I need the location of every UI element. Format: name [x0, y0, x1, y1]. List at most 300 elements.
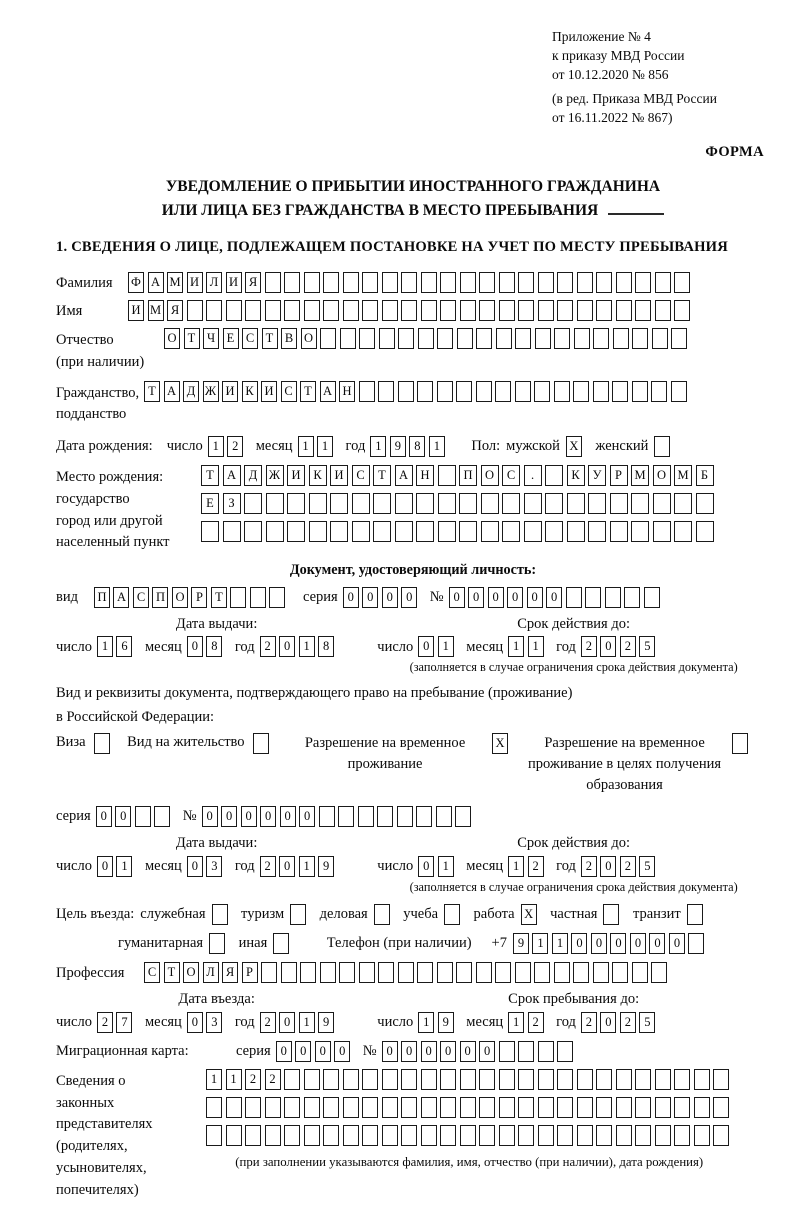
cell[interactable]: [437, 381, 453, 402]
cell[interactable]: [616, 272, 632, 293]
cell[interactable]: [382, 1125, 398, 1146]
cell[interactable]: [631, 521, 649, 542]
cell[interactable]: [654, 436, 670, 457]
cell[interactable]: [566, 587, 582, 608]
cell[interactable]: [694, 1125, 710, 1146]
cell[interactable]: [499, 272, 515, 293]
cell[interactable]: 3: [206, 856, 222, 877]
cell[interactable]: [613, 328, 629, 349]
cell[interactable]: [187, 300, 203, 321]
cell[interactable]: [230, 587, 246, 608]
cell[interactable]: 9: [390, 436, 406, 457]
cell[interactable]: [616, 1097, 632, 1118]
cell[interactable]: Т: [373, 465, 391, 486]
cell[interactable]: 9: [318, 1012, 334, 1033]
cell[interactable]: 1: [418, 1012, 434, 1033]
cell[interactable]: 5: [639, 636, 655, 657]
cell[interactable]: [290, 904, 306, 925]
cell[interactable]: [284, 300, 300, 321]
cell[interactable]: С: [281, 381, 297, 402]
cell[interactable]: 7: [116, 1012, 132, 1033]
cell[interactable]: [416, 806, 432, 827]
cell[interactable]: 5: [639, 856, 655, 877]
cell[interactable]: [374, 904, 390, 925]
cell[interactable]: [437, 328, 453, 349]
cell[interactable]: Д: [183, 381, 199, 402]
cell[interactable]: 2: [260, 636, 276, 657]
cell[interactable]: А: [395, 465, 413, 486]
cell[interactable]: [573, 962, 589, 983]
cell[interactable]: [379, 328, 395, 349]
cell[interactable]: 0: [546, 587, 562, 608]
cell[interactable]: [671, 381, 687, 402]
cell[interactable]: [612, 962, 628, 983]
cell[interactable]: 1: [226, 1069, 242, 1090]
cell[interactable]: [655, 1097, 671, 1118]
cell[interactable]: [557, 1069, 573, 1090]
cell[interactable]: [444, 904, 460, 925]
cell[interactable]: 2: [528, 856, 544, 877]
cell[interactable]: [635, 1097, 651, 1118]
cell[interactable]: Е: [223, 328, 239, 349]
cell[interactable]: [632, 962, 648, 983]
cell[interactable]: [373, 493, 391, 514]
cell[interactable]: 0: [571, 933, 587, 954]
cell[interactable]: А: [113, 587, 129, 608]
cell[interactable]: Т: [211, 587, 227, 608]
cell[interactable]: [459, 521, 477, 542]
cell[interactable]: [401, 300, 417, 321]
cell[interactable]: Ф: [128, 272, 144, 293]
cell[interactable]: [567, 493, 585, 514]
cell[interactable]: [674, 521, 692, 542]
cell[interactable]: П: [459, 465, 477, 486]
cell[interactable]: С: [352, 465, 370, 486]
cell[interactable]: Ч: [203, 328, 219, 349]
cell[interactable]: [502, 493, 520, 514]
cell[interactable]: 2: [528, 1012, 544, 1033]
cell[interactable]: [265, 1125, 281, 1146]
cell[interactable]: [343, 272, 359, 293]
cell[interactable]: [244, 521, 262, 542]
cell[interactable]: 1: [299, 1012, 315, 1033]
cell[interactable]: [440, 1097, 456, 1118]
cell[interactable]: Т: [164, 962, 180, 983]
cell[interactable]: [343, 1069, 359, 1090]
cell[interactable]: [554, 328, 570, 349]
cell[interactable]: Я: [167, 300, 183, 321]
cell[interactable]: [273, 933, 289, 954]
cell[interactable]: 1: [429, 436, 445, 457]
cell[interactable]: Н: [416, 465, 434, 486]
cell[interactable]: 0: [276, 1041, 292, 1062]
cell[interactable]: 0: [479, 1041, 495, 1062]
cell[interactable]: [518, 1125, 534, 1146]
cell[interactable]: [323, 1069, 339, 1090]
cell[interactable]: [481, 493, 499, 514]
cell[interactable]: 1: [298, 436, 314, 457]
cell[interactable]: А: [320, 381, 336, 402]
cell[interactable]: [330, 521, 348, 542]
cell[interactable]: [284, 272, 300, 293]
cell[interactable]: [515, 962, 531, 983]
cell[interactable]: [378, 962, 394, 983]
cell[interactable]: [421, 272, 437, 293]
cell[interactable]: 0: [279, 1012, 295, 1033]
cell[interactable]: [593, 328, 609, 349]
cell[interactable]: [287, 493, 305, 514]
cell[interactable]: .: [524, 465, 542, 486]
cell[interactable]: [557, 300, 573, 321]
cell[interactable]: 1: [528, 636, 544, 657]
cell[interactable]: 0: [418, 856, 434, 877]
cell[interactable]: 0: [279, 856, 295, 877]
cell[interactable]: [585, 587, 601, 608]
cell[interactable]: О: [172, 587, 188, 608]
cell[interactable]: [304, 1125, 320, 1146]
cell[interactable]: [603, 904, 619, 925]
cell[interactable]: 0: [401, 587, 417, 608]
cell[interactable]: [574, 328, 590, 349]
cell[interactable]: [421, 1069, 437, 1090]
cell[interactable]: 1: [299, 636, 315, 657]
cell[interactable]: С: [144, 962, 160, 983]
cell[interactable]: О: [481, 465, 499, 486]
cell[interactable]: [284, 1069, 300, 1090]
cell[interactable]: Л: [203, 962, 219, 983]
cell[interactable]: [534, 962, 550, 983]
cell[interactable]: 1: [508, 1012, 524, 1033]
cell[interactable]: [616, 1069, 632, 1090]
cell[interactable]: [496, 328, 512, 349]
cell[interactable]: 2: [581, 856, 597, 877]
cell[interactable]: [694, 1069, 710, 1090]
cell[interactable]: [596, 1097, 612, 1118]
cell[interactable]: [395, 521, 413, 542]
cell[interactable]: С: [242, 328, 258, 349]
cell[interactable]: 9: [438, 1012, 454, 1033]
cell[interactable]: [416, 493, 434, 514]
cell[interactable]: 8: [318, 636, 334, 657]
cell[interactable]: [635, 1125, 651, 1146]
cell[interactable]: [651, 962, 667, 983]
cell[interactable]: [304, 300, 320, 321]
cell[interactable]: [309, 493, 327, 514]
cell[interactable]: [534, 381, 550, 402]
cell[interactable]: [323, 272, 339, 293]
cell[interactable]: [605, 587, 621, 608]
cell[interactable]: 0: [362, 587, 378, 608]
cell[interactable]: [401, 272, 417, 293]
cell[interactable]: [373, 521, 391, 542]
cell[interactable]: [323, 1097, 339, 1118]
cell[interactable]: [339, 962, 355, 983]
cell[interactable]: Т: [300, 381, 316, 402]
cell[interactable]: К: [242, 381, 258, 402]
cell[interactable]: [338, 806, 354, 827]
cell[interactable]: [674, 300, 690, 321]
cell[interactable]: [343, 1125, 359, 1146]
cell[interactable]: [674, 493, 692, 514]
cell[interactable]: [674, 1097, 690, 1118]
cell[interactable]: [362, 1097, 378, 1118]
cell[interactable]: [304, 272, 320, 293]
cell[interactable]: [538, 272, 554, 293]
cell[interactable]: [476, 962, 492, 983]
cell[interactable]: [269, 587, 285, 608]
cell[interactable]: [417, 962, 433, 983]
cell[interactable]: [154, 806, 170, 827]
cell[interactable]: 0: [280, 806, 296, 827]
cell[interactable]: 0: [115, 806, 131, 827]
cell[interactable]: [398, 328, 414, 349]
cell[interactable]: [266, 521, 284, 542]
cell[interactable]: 1: [438, 856, 454, 877]
cell[interactable]: 2: [260, 856, 276, 877]
cell[interactable]: [674, 1125, 690, 1146]
cell[interactable]: [518, 1041, 534, 1062]
cell[interactable]: Л: [206, 272, 222, 293]
cell[interactable]: М: [674, 465, 692, 486]
cell[interactable]: [696, 493, 714, 514]
cell[interactable]: [632, 328, 648, 349]
cell[interactable]: М: [631, 465, 649, 486]
cell[interactable]: X: [492, 733, 508, 754]
cell[interactable]: X: [521, 904, 537, 925]
cell[interactable]: [362, 272, 378, 293]
cell[interactable]: [651, 381, 667, 402]
cell[interactable]: [596, 300, 612, 321]
cell[interactable]: [674, 272, 690, 293]
cell[interactable]: 0: [418, 636, 434, 657]
cell[interactable]: 0: [221, 806, 237, 827]
cell[interactable]: [265, 1097, 281, 1118]
cell[interactable]: 1: [206, 1069, 222, 1090]
cell[interactable]: 2: [620, 1012, 636, 1033]
cell[interactable]: [206, 1125, 222, 1146]
cell[interactable]: Т: [201, 465, 219, 486]
cell[interactable]: [382, 300, 398, 321]
cell[interactable]: [460, 300, 476, 321]
cell[interactable]: [557, 272, 573, 293]
cell[interactable]: [440, 272, 456, 293]
cell[interactable]: 0: [315, 1041, 331, 1062]
cell[interactable]: [319, 806, 335, 827]
cell[interactable]: 0: [669, 933, 685, 954]
cell[interactable]: [653, 521, 671, 542]
cell[interactable]: [479, 1125, 495, 1146]
cell[interactable]: [459, 493, 477, 514]
cell[interactable]: 1: [552, 933, 568, 954]
cell[interactable]: [538, 1069, 554, 1090]
cell[interactable]: [588, 493, 606, 514]
cell[interactable]: [554, 962, 570, 983]
cell[interactable]: [304, 1069, 320, 1090]
cell[interactable]: [588, 521, 606, 542]
cell[interactable]: [359, 381, 375, 402]
cell[interactable]: [457, 328, 473, 349]
cell[interactable]: [502, 521, 520, 542]
cell[interactable]: [518, 300, 534, 321]
cell[interactable]: [320, 328, 336, 349]
cell[interactable]: [209, 933, 225, 954]
cell[interactable]: 1: [97, 636, 113, 657]
cell[interactable]: [460, 1069, 476, 1090]
cell[interactable]: 0: [591, 933, 607, 954]
cell[interactable]: Ж: [203, 381, 219, 402]
cell[interactable]: [538, 1097, 554, 1118]
cell[interactable]: [518, 272, 534, 293]
cell[interactable]: [653, 493, 671, 514]
cell[interactable]: [397, 806, 413, 827]
cell[interactable]: [323, 1125, 339, 1146]
cell[interactable]: 9: [318, 856, 334, 877]
cell[interactable]: [554, 381, 570, 402]
cell[interactable]: [281, 962, 297, 983]
cell[interactable]: И: [226, 272, 242, 293]
cell[interactable]: [343, 1097, 359, 1118]
cell[interactable]: [206, 300, 222, 321]
cell[interactable]: З: [223, 493, 241, 514]
cell[interactable]: [577, 1069, 593, 1090]
cell[interactable]: [499, 1069, 515, 1090]
cell[interactable]: [212, 904, 228, 925]
cell[interactable]: 2: [620, 856, 636, 877]
cell[interactable]: [577, 1125, 593, 1146]
cell[interactable]: 6: [116, 636, 132, 657]
cell[interactable]: [253, 733, 269, 754]
cell[interactable]: [655, 300, 671, 321]
cell[interactable]: 1: [438, 636, 454, 657]
cell[interactable]: [438, 521, 456, 542]
cell[interactable]: 0: [600, 636, 616, 657]
cell[interactable]: 1: [508, 636, 524, 657]
cell[interactable]: [320, 962, 336, 983]
cell[interactable]: О: [653, 465, 671, 486]
cell[interactable]: [655, 1125, 671, 1146]
cell[interactable]: М: [167, 272, 183, 293]
cell[interactable]: [436, 806, 452, 827]
cell[interactable]: [635, 1069, 651, 1090]
cell[interactable]: 0: [600, 1012, 616, 1033]
cell[interactable]: 0: [97, 856, 113, 877]
cell[interactable]: [437, 962, 453, 983]
cell[interactable]: [265, 300, 281, 321]
cell[interactable]: 1: [370, 436, 386, 457]
cell[interactable]: Н: [339, 381, 355, 402]
cell[interactable]: О: [301, 328, 317, 349]
cell[interactable]: [421, 300, 437, 321]
cell[interactable]: 0: [187, 636, 203, 657]
cell[interactable]: X: [566, 436, 582, 457]
cell[interactable]: [655, 1069, 671, 1090]
cell[interactable]: [515, 381, 531, 402]
cell[interactable]: 0: [488, 587, 504, 608]
cell[interactable]: [304, 1097, 320, 1118]
cell[interactable]: [538, 300, 554, 321]
cell[interactable]: [616, 1125, 632, 1146]
cell[interactable]: 0: [96, 806, 112, 827]
cell[interactable]: [401, 1069, 417, 1090]
cell[interactable]: [557, 1125, 573, 1146]
cell[interactable]: 0: [241, 806, 257, 827]
cell[interactable]: [352, 521, 370, 542]
cell[interactable]: 0: [440, 1041, 456, 1062]
cell[interactable]: [652, 328, 668, 349]
cell[interactable]: [479, 1069, 495, 1090]
cell[interactable]: [538, 1041, 554, 1062]
cell[interactable]: 2: [581, 1012, 597, 1033]
cell[interactable]: [300, 962, 316, 983]
cell[interactable]: [593, 962, 609, 983]
cell[interactable]: [515, 328, 531, 349]
cell[interactable]: А: [223, 465, 241, 486]
cell[interactable]: [284, 1097, 300, 1118]
cell[interactable]: [524, 521, 542, 542]
cell[interactable]: 2: [260, 1012, 276, 1033]
cell[interactable]: У: [588, 465, 606, 486]
cell[interactable]: [226, 1097, 242, 1118]
cell[interactable]: [401, 1125, 417, 1146]
cell[interactable]: 0: [343, 587, 359, 608]
cell[interactable]: С: [133, 587, 149, 608]
cell[interactable]: И: [330, 465, 348, 486]
cell[interactable]: [593, 381, 609, 402]
cell[interactable]: [245, 1097, 261, 1118]
cell[interactable]: [309, 521, 327, 542]
cell[interactable]: [416, 521, 434, 542]
cell[interactable]: П: [94, 587, 110, 608]
cell[interactable]: И: [287, 465, 305, 486]
cell[interactable]: [421, 1125, 437, 1146]
cell[interactable]: [460, 1097, 476, 1118]
cell[interactable]: [362, 1069, 378, 1090]
cell[interactable]: [479, 1097, 495, 1118]
cell[interactable]: [635, 272, 651, 293]
cell[interactable]: К: [567, 465, 585, 486]
cell[interactable]: [596, 1069, 612, 1090]
cell[interactable]: 0: [401, 1041, 417, 1062]
cell[interactable]: [245, 300, 261, 321]
cell[interactable]: [358, 806, 374, 827]
cell[interactable]: [545, 493, 563, 514]
cell[interactable]: [440, 1069, 456, 1090]
cell[interactable]: Е: [201, 493, 219, 514]
cell[interactable]: [616, 300, 632, 321]
cell[interactable]: [655, 272, 671, 293]
cell[interactable]: [694, 1097, 710, 1118]
cell[interactable]: [499, 1097, 515, 1118]
cell[interactable]: 0: [299, 806, 315, 827]
cell[interactable]: [378, 381, 394, 402]
cell[interactable]: И: [261, 381, 277, 402]
cell[interactable]: 0: [382, 1041, 398, 1062]
cell[interactable]: [481, 521, 499, 542]
cell[interactable]: 1: [299, 856, 315, 877]
cell[interactable]: [440, 1125, 456, 1146]
cell[interactable]: [671, 328, 687, 349]
cell[interactable]: [518, 1069, 534, 1090]
cell[interactable]: [359, 962, 375, 983]
cell[interactable]: О: [183, 962, 199, 983]
cell[interactable]: [577, 300, 593, 321]
cell[interactable]: [287, 521, 305, 542]
cell[interactable]: [567, 521, 585, 542]
cell[interactable]: [688, 933, 704, 954]
cell[interactable]: 0: [279, 636, 295, 657]
cell[interactable]: 0: [295, 1041, 311, 1062]
cell[interactable]: [135, 806, 151, 827]
